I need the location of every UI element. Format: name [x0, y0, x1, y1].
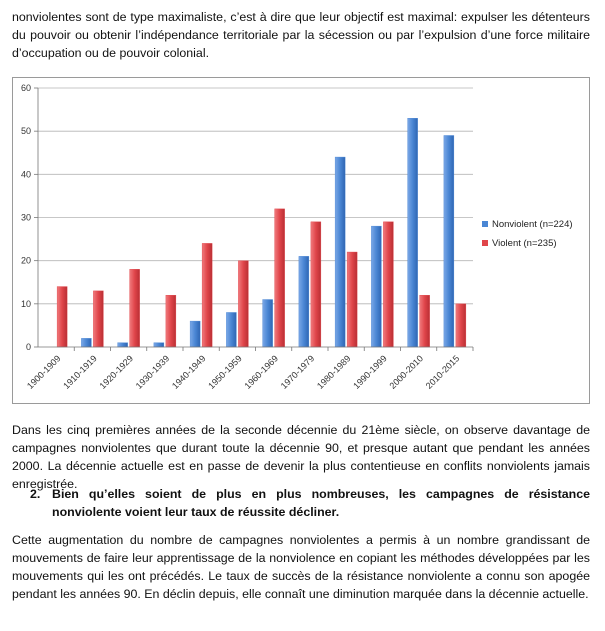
intro-paragraph: nonviolentes sont de type maximaliste, c’est à dire que leur objectif est maximal: expulser les détenteurs du pouvoir ou obtenir l’indépendance territoriale par la sécession ou par l’expulsion d’une force militaire d’occupation ou de pouvoir colonial.	[12, 10, 590, 60]
bar-violent	[456, 304, 466, 347]
x-tick-label: 1920-1929	[97, 353, 136, 391]
legend-swatch-nonviolent	[482, 221, 488, 227]
bar-violent	[130, 269, 140, 347]
bar-nonviolent	[81, 338, 91, 347]
bar-violent	[93, 291, 103, 347]
bar-violent	[57, 287, 67, 347]
bar-nonviolent	[226, 312, 236, 347]
y-tick-label: 30	[20, 212, 31, 223]
bar-violent	[275, 209, 285, 347]
legend-label-violent: Violent (n=235)	[492, 238, 557, 249]
bar-chart	[12, 77, 590, 404]
legend-label-nonviolent: Nonviolent (n=224)	[492, 219, 573, 230]
analysis-paragraph: Dans les cinq premières années de la seconde décennie du 21ème siècle, on observe davantage de campagnes nonviolentes que durant toute la décennie 90, et presque autant que pendant les années 2000. La décennie actuelle est en passe de devenir la plus contentieuse en conflits nonviolents jamais enregistrée.	[12, 423, 590, 491]
bar-nonviolent	[444, 135, 454, 347]
x-tick-label: 2000-2010	[387, 353, 426, 391]
x-tick-label: 1950-1959	[206, 353, 244, 391]
bar-violent	[238, 261, 248, 347]
x-tick-label: 2010-2015	[423, 353, 462, 391]
y-tick-label: 40	[20, 169, 31, 180]
y-tick-label: 60	[20, 83, 31, 93]
bar-violent	[420, 295, 430, 347]
bar-violent	[311, 222, 321, 347]
x-tick-label: 1900-1909	[25, 353, 63, 391]
x-tick-label: 1940-1949	[170, 353, 208, 391]
bar-violent	[166, 295, 176, 347]
bar-violent	[383, 222, 393, 347]
y-tick-label: 20	[20, 255, 31, 266]
chart-canvas	[13, 78, 589, 403]
legend-swatch-violent	[482, 240, 488, 246]
x-tick-label: 1960-1969	[242, 353, 281, 391]
x-tick-label: 1990-1999	[351, 353, 389, 391]
y-tick-label: 10	[20, 298, 31, 309]
bar-nonviolent	[263, 300, 273, 347]
bar-nonviolent	[335, 157, 345, 347]
bar-violent	[347, 252, 357, 347]
y-tick-label: 0	[25, 342, 31, 352]
x-tick-label: 1980-1989	[315, 353, 353, 391]
list-item-number: 2.	[30, 487, 41, 501]
x-tick-label: 1930-1939	[133, 353, 172, 391]
bar-nonviolent	[190, 321, 200, 347]
x-tick-label: 1970-1979	[278, 353, 317, 391]
y-tick-label: 50	[20, 126, 31, 137]
bar-nonviolent	[371, 226, 381, 347]
bar-violent	[202, 243, 212, 347]
list-item-text: Bien qu’elles soient de plus en plus nombreuses, les campagnes de résistance nonviolente voient leur taux de réussite décliner.	[52, 487, 590, 519]
bar-nonviolent	[299, 256, 309, 347]
bar-nonviolent	[118, 343, 128, 347]
bar-nonviolent	[154, 343, 164, 347]
conclusion-paragraph: Cette augmentation du nombre de campagnes nonviolentes a permis à un nombre grandissant de mouvements de faire leur apprentissage de la nonviolence en copiant les méthodes développées par les mouvements qui les ont précédés. Le taux de succès de la résistance nonviolente a connu son apogée pendant les années 90. En déclin depuis, elle connaît une diminution marquée dans la décennie actuelle.	[12, 533, 590, 601]
numbered-heading	[30, 485, 590, 521]
bar-nonviolent	[408, 118, 418, 347]
x-tick-label: 1910-1919	[61, 353, 99, 391]
